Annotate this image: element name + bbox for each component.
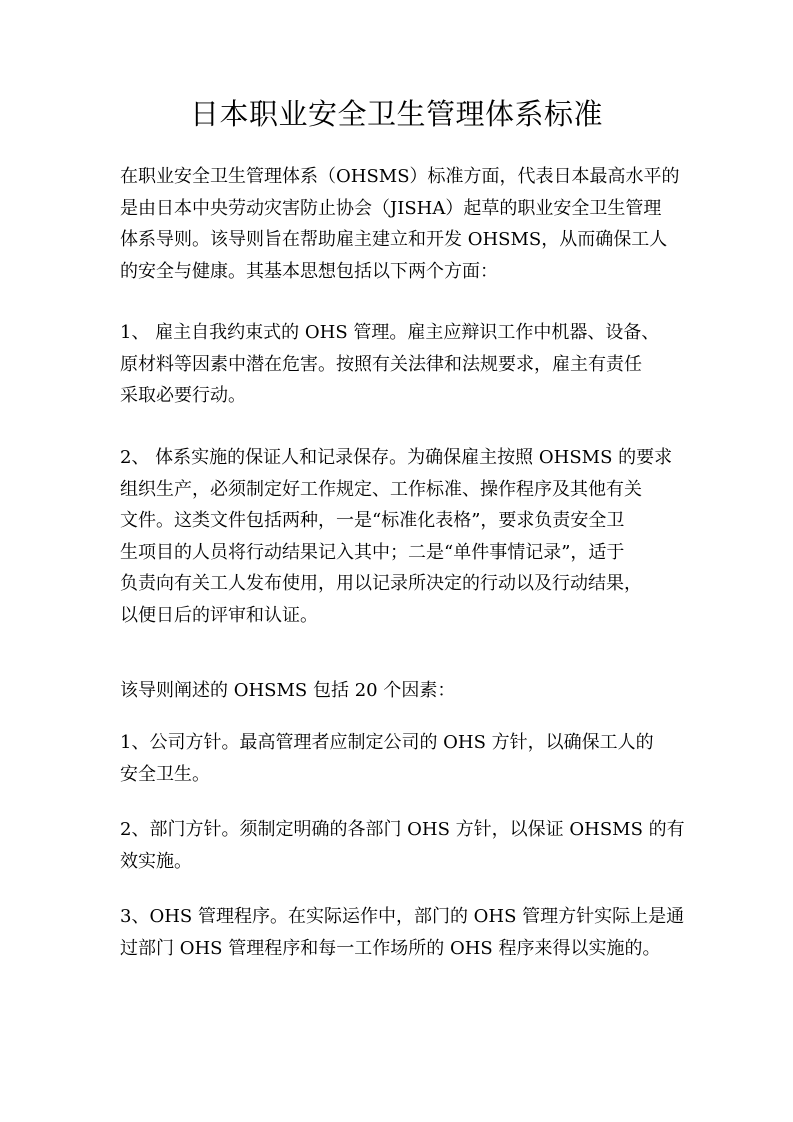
paragraph-line: 效实施。 [120,850,192,872]
factors-intro-paragraph [120,675,680,707]
paragraph-line: 在职业安全卫生管理体系（OHSMS）标准方面，代表日本最高水平的 [120,166,680,187]
principle-1-paragraph [120,317,680,412]
paragraph-line: 1、公司方针。最高管理者应制定公司的 OHS 方针，以确保工人的 [120,732,654,753]
paragraph-line: 体系导则。该导则旨在帮助雇主建立和开发 OHSMS，从而确保工人 [120,229,668,250]
paragraph-line: 2、 体系实施的保证人和记录保存。为确保雇主按照 OHSMS 的要求 [120,447,673,468]
paragraph-line: 文件。这类文件包括两种，一是“标准化表格”，要求负责安全卫 [120,510,625,531]
intro-paragraph [120,161,680,287]
paragraph-line: 采取必要行动。 [120,385,246,406]
principle-2-paragraph [120,442,680,631]
paragraph-line: 组织生产，必须制定好工作规定、工作标准、操作程序及其他有关 [120,478,642,500]
paragraph-line: 安全卫生。 [120,763,210,785]
factor-1-paragraph [120,727,680,790]
document-title: 日本职业安全卫生管理体系标准 [189,97,603,131]
paragraph-line: 过部门 OHS 管理程序和每一工作场所的 OHS 程序来得以实施的。 [120,937,661,959]
paragraph-line: 负责向有关工人发布使用，用以记录所决定的行动以及行动结果， [120,573,642,594]
paragraph-line: 该导则阐述的 OHSMS 包括 20 个因素： [120,680,456,701]
paragraph-line: 的安全与健康。其基本思想包括以下两个方面： [120,260,498,282]
paragraph-line: 2、部门方针。须制定明确的各部门 OHS 方针，以保证 OHSMS 的有 [120,819,685,840]
factor-2-paragraph [120,814,685,877]
factor-3-paragraph [120,901,685,964]
paragraph-line: 原材料等因素中潜在危害。按照有关法律和法规要求，雇主有责任 [120,353,642,375]
paragraph-line: 是由日本中央劳动灾害防止协会（JISHA）起草的职业安全卫生管理 [120,197,662,219]
paragraph-line: 3、OHS 管理程序。在实际运作中，部门的 OHS 管理方针实际上是通 [120,906,685,927]
paragraph-line: 生项目的人员将行动结果记入其中；二是“单件事情记录”，适于 [120,541,625,563]
paragraph-line: 1、 雇主自我约束式的 OHS 管理。雇主应辩识工作中机器、设备、 [120,322,660,343]
paragraph-line: 以便日后的评审和认证。 [120,604,318,626]
